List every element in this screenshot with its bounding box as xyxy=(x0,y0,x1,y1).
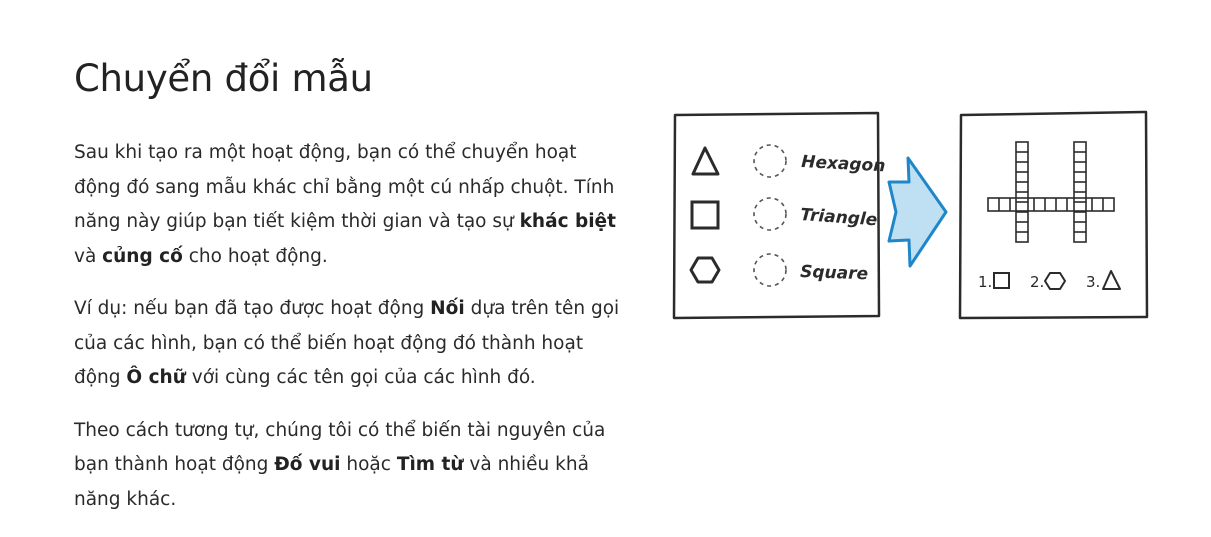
bold-term: Tìm từ xyxy=(396,454,464,475)
text-segment: và nhiều khả năng khác. xyxy=(74,454,589,510)
clue-number: 2. xyxy=(1030,273,1045,291)
bold-term: Ô chữ xyxy=(126,367,186,388)
paragraph-similar xyxy=(74,414,622,518)
bold-term: Đố vui xyxy=(274,454,341,475)
text-segment: Sau khi tạo ra một hoạt động, bạn có thể chuyển hoạt động đó sang mẫu khác chỉ bằng một cú nhấp chuột. Tính năng này giúp bạn tiết kiệm thời gian và tạo sự xyxy=(74,142,615,232)
text-segment: với cùng các tên gọi của các hình đó. xyxy=(185,367,536,388)
text-segment: cho hoạt động. xyxy=(182,245,328,267)
content-text xyxy=(74,136,622,535)
paragraph-intro xyxy=(74,136,622,274)
text-segment: hoặc xyxy=(340,454,397,475)
paragraph-example xyxy=(74,292,622,396)
label-triangle: Triangle xyxy=(799,205,878,231)
text-segment: dựa trên tên gọi của các hình, bạn có thể biến hoạt động đó thành hoạt động xyxy=(74,298,620,388)
match-activity-panel xyxy=(674,113,886,318)
label-hexagon: Hexagon xyxy=(800,152,886,177)
bold-term: khác biệt xyxy=(519,211,616,232)
label-square: Square xyxy=(799,262,869,285)
bold-term: Nối xyxy=(430,298,465,319)
bold-term: củng cố xyxy=(102,245,183,267)
text-segment: Ví dụ: nếu bạn đã tạo được hoạt động xyxy=(74,298,431,319)
text-segment: và xyxy=(74,245,103,267)
clue-number: 3. xyxy=(1086,273,1101,291)
clue-number: 1. xyxy=(978,273,993,291)
crossword-activity-panel xyxy=(960,112,1147,318)
page-title: Chuyển đổi mẫu xyxy=(74,57,373,100)
template-switch-illustration xyxy=(668,106,1154,324)
arrow-right-icon xyxy=(889,158,946,266)
text-segment: Theo cách tương tự, chúng tôi có thể biến tài nguyên của bạn thành hoạt động xyxy=(74,419,606,475)
